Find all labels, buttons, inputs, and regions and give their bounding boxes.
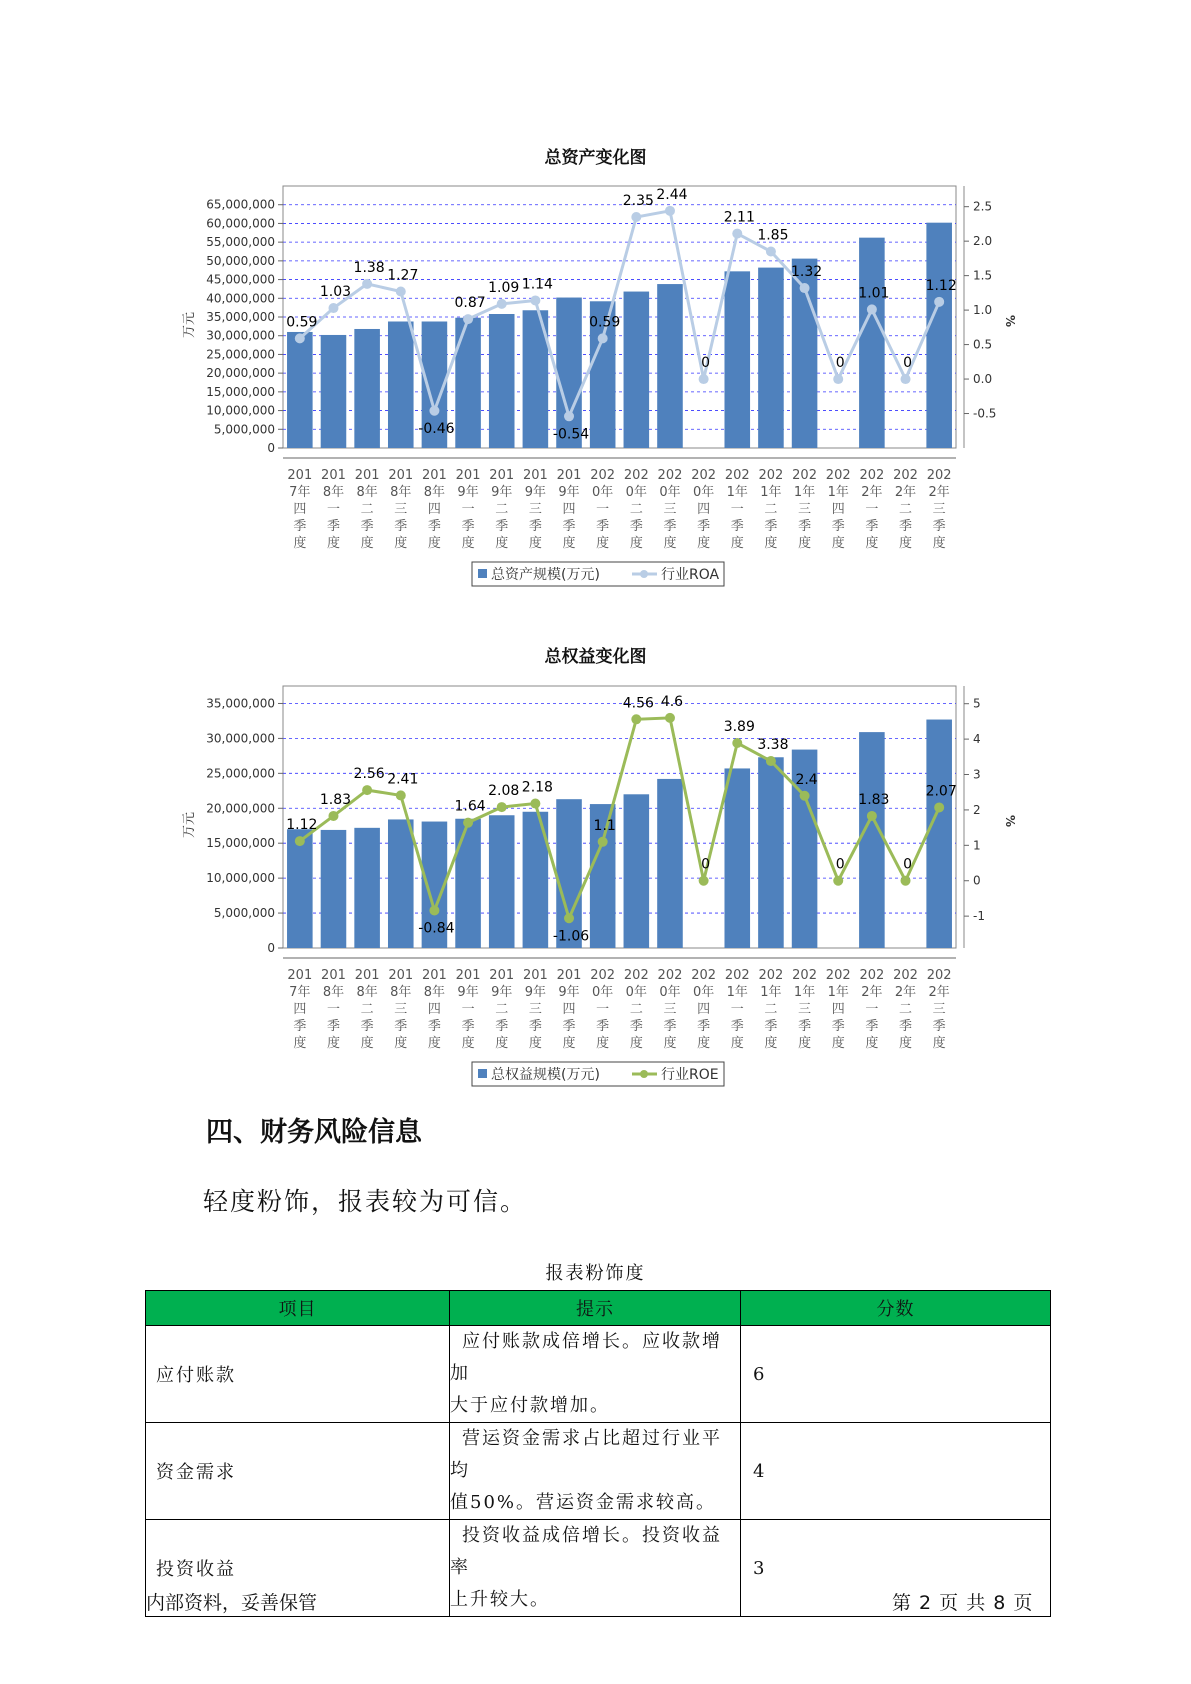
row-hint	[450, 1423, 741, 1520]
y2-tick-label: 2.0	[973, 234, 993, 249]
data-label: 1.09	[488, 279, 520, 296]
data-label: 4.56	[622, 695, 654, 712]
y-tick-label: 45,000,000	[206, 272, 275, 287]
y-tick-label: 40,000,000	[206, 291, 275, 306]
line-point	[497, 802, 507, 812]
data-label: -0.84	[418, 920, 455, 937]
bar	[758, 757, 784, 948]
y2-tick-label: 2	[973, 802, 981, 817]
hint-line: 投资收益成倍增长。投资收益率	[450, 1525, 722, 1578]
x-tick-label: 202 0年三季度	[657, 968, 683, 1051]
line-point	[766, 756, 776, 766]
bar	[489, 314, 515, 448]
line-point	[665, 713, 675, 723]
line-point	[699, 374, 709, 384]
data-label: 1.85	[757, 227, 789, 244]
y-tick-label: 0	[267, 441, 275, 455]
hint-line: 营运资金需求占比超过行业平均	[450, 1428, 722, 1481]
x-tick-label: 201 8年二季度	[354, 968, 380, 1051]
x-tick-label: 202 1年四季度	[825, 468, 851, 551]
x-tick-label: 202 2年一季度	[859, 968, 885, 1051]
row-score: 6	[741, 1326, 1051, 1423]
assets-chart-title: 总资产变化图	[544, 148, 647, 168]
header-hint: 提示	[450, 1291, 741, 1326]
y-tick-label: 0	[267, 941, 275, 955]
data-label: 2.07	[925, 783, 957, 800]
y2-tick-label: 2.5	[973, 199, 993, 214]
x-tick-label: 202 2年二季度	[893, 968, 918, 1051]
data-label: 0	[903, 355, 912, 372]
x-tick-label: 202 1年二季度	[758, 468, 784, 551]
x-tick-label: 201 8年一季度	[321, 968, 346, 1051]
line-point	[800, 791, 810, 801]
bar	[926, 223, 952, 448]
bar	[388, 321, 414, 448]
line-point	[867, 304, 877, 314]
line-point	[429, 905, 439, 915]
line-point	[766, 247, 776, 257]
bar	[556, 799, 582, 948]
legend-line-marker	[640, 1070, 648, 1078]
bar	[489, 815, 515, 948]
bar	[455, 318, 481, 448]
row-item: 应付账款	[146, 1326, 450, 1423]
x-tick-label: 201 9年一季度	[455, 968, 481, 1051]
data-label: 3.38	[757, 737, 789, 754]
data-label: -0.54	[552, 426, 590, 443]
data-label: 1.1	[593, 817, 616, 834]
y2-tick-label: -0.5	[973, 406, 997, 421]
y-tick-label: 35,000,000	[206, 310, 275, 324]
data-label: 2.18	[521, 779, 553, 796]
y-tick-label: 30,000,000	[206, 731, 275, 746]
x-tick-label: 202 0年四季度	[691, 468, 717, 551]
table-row	[146, 1423, 1051, 1520]
x-tick-label: 201 8年一季度	[321, 468, 346, 551]
data-label: 1.01	[858, 285, 890, 302]
line-point	[934, 802, 944, 812]
x-tick-label: 201 9年一季度	[455, 468, 481, 551]
table-caption: 报表粉饰度	[545, 1263, 646, 1284]
bar	[354, 828, 380, 948]
bar	[926, 720, 952, 948]
line-point	[362, 279, 372, 289]
x-tick-label: 201 8年二季度	[354, 468, 380, 551]
x-tick-label: 202 2年二季度	[893, 468, 918, 551]
x-tick-label: 202 1年三季度	[792, 968, 817, 1051]
y-axis-label: 万元	[182, 811, 197, 839]
data-label: 0	[701, 355, 711, 372]
x-tick-label: 202 2年一季度	[859, 468, 885, 551]
y2-tick-label: 1	[973, 838, 981, 853]
line-point	[833, 374, 843, 384]
data-label: 1.38	[353, 259, 385, 276]
line-point	[564, 411, 574, 421]
y-tick-label: 5,000,000	[213, 906, 275, 921]
data-label: 0.59	[589, 314, 621, 331]
data-label: 2.35	[622, 193, 654, 210]
line-point	[530, 295, 540, 305]
x-tick-label: 202 0年二季度	[623, 468, 649, 551]
x-tick-label: 201 7年四季度	[287, 468, 313, 551]
table-row	[146, 1326, 1051, 1423]
legend-bar-swatch	[478, 569, 487, 578]
hint-line: 应付账款成倍增长。应收款增加	[450, 1331, 722, 1384]
y-tick-label: 60,000,000	[206, 216, 275, 231]
line-point	[429, 406, 439, 416]
header-item: 项目	[146, 1291, 450, 1326]
y-tick-label: 10,000,000	[206, 403, 275, 418]
data-label: 4.6	[660, 693, 684, 710]
row-score: 4	[741, 1423, 1051, 1520]
x-tick-label: 202 1年一季度	[724, 468, 750, 551]
data-label: 0.87	[454, 295, 486, 312]
y2-axis-label: %	[1003, 814, 1017, 828]
bar	[859, 732, 885, 948]
data-label: 1.83	[858, 791, 890, 808]
x-tick-label: 201 9年四季度	[556, 468, 582, 551]
row-score: 3	[741, 1520, 1051, 1617]
x-tick-label: 201 9年三季度	[522, 968, 548, 1051]
data-label: 0	[903, 856, 912, 873]
line-point	[934, 297, 944, 307]
y-tick-label: 25,000,000	[206, 766, 275, 781]
line-point	[631, 212, 641, 222]
line-point	[901, 374, 911, 384]
y-tick-label: 65,000,000	[206, 197, 275, 212]
hint-line: 大于应付款增加。	[450, 1395, 610, 1416]
line-point	[631, 714, 641, 724]
x-tick-label: 202 0年四季度	[691, 968, 717, 1051]
line-point	[598, 333, 608, 343]
x-tick-label: 201 8年三季度	[388, 968, 414, 1051]
bar	[321, 335, 347, 448]
data-label: 1.32	[790, 264, 823, 281]
footer-page-number: 第 2 页 共 8 页	[892, 1592, 1034, 1614]
x-tick-label: 201 7年四季度	[287, 968, 313, 1051]
y-tick-label: 10,000,000	[206, 871, 275, 886]
bar	[455, 819, 481, 948]
line-point	[396, 286, 406, 296]
line-point	[699, 876, 709, 886]
x-tick-label: 202 2年三季度	[926, 968, 952, 1051]
x-tick-label: 201 9年四季度	[556, 968, 582, 1051]
line-point	[463, 314, 473, 324]
bar	[388, 819, 414, 948]
y2-tick-label: 0.0	[973, 372, 993, 387]
x-tick-label: 202 1年四季度	[825, 968, 851, 1051]
y-tick-label: 20,000,000	[206, 366, 275, 381]
line-point	[328, 303, 338, 313]
section-heading: 四、财务风险信息	[206, 1117, 422, 1148]
hint-line: 上升较大。	[450, 1589, 550, 1610]
x-tick-label: 202 1年三季度	[792, 468, 817, 551]
line-point	[901, 876, 911, 886]
equity-chart	[0, 670, 1191, 1100]
x-tick-label: 201 9年二季度	[489, 468, 515, 551]
data-label: 1.14	[521, 276, 553, 293]
legend-line-label: 行业ROE	[661, 1067, 719, 1083]
x-tick-label: 202 2年三季度	[926, 468, 952, 551]
data-label: 2.44	[656, 186, 688, 203]
data-label: 2.08	[488, 783, 520, 800]
bar	[624, 292, 650, 448]
bar	[657, 779, 683, 948]
line-point	[362, 785, 372, 795]
equity-chart-title: 总权益变化图	[544, 647, 647, 667]
data-label: -0.46	[418, 420, 455, 437]
data-label: 1.64	[454, 798, 486, 815]
y2-tick-label: 4	[973, 732, 981, 747]
data-label: 1.12	[286, 817, 318, 834]
footer-confidential: 内部资料，妥善保管	[146, 1592, 318, 1614]
data-label: 1.12	[925, 277, 957, 294]
y2-tick-label: -1	[973, 909, 985, 924]
legend-line-label: 行业ROA	[661, 567, 720, 583]
y2-tick-label: 3	[973, 767, 981, 782]
line-point	[732, 229, 742, 239]
y-tick-label: 25,000,000	[206, 347, 275, 362]
header-score: 分数	[741, 1291, 1051, 1326]
table-header-row	[146, 1291, 1051, 1326]
hint-line: 值50%。营运资金需求较高。	[450, 1492, 717, 1513]
y-axis-label: 万元	[182, 311, 197, 339]
y-tick-label: 15,000,000	[206, 836, 275, 851]
line-point	[497, 299, 507, 309]
y2-tick-label: 1.0	[973, 303, 993, 318]
y2-tick-label: 1.5	[973, 268, 993, 283]
bar	[758, 268, 784, 448]
legend-bar-label: 总资产规模(万元)	[491, 567, 600, 583]
bar	[287, 332, 313, 448]
data-label: 1.83	[319, 791, 352, 808]
x-tick-label: 202 0年三季度	[657, 468, 683, 551]
bar	[287, 829, 313, 948]
y-tick-label: 55,000,000	[206, 235, 275, 250]
line-point	[800, 283, 810, 293]
bar	[859, 238, 885, 448]
row-hint	[450, 1520, 741, 1617]
x-tick-label: 202 0年一季度	[590, 468, 616, 551]
line-point	[530, 799, 540, 809]
plot-area	[283, 686, 956, 948]
y-tick-label: 30,000,000	[206, 328, 275, 343]
bar	[354, 329, 380, 448]
bar	[657, 284, 683, 448]
x-tick-label: 201 9年三季度	[522, 468, 548, 551]
y2-axis-label: %	[1003, 314, 1017, 328]
y2-tick-label: 0.5	[973, 337, 993, 352]
row-item: 资金需求	[146, 1423, 450, 1520]
line-point	[396, 790, 406, 800]
line-point	[295, 333, 305, 343]
data-label: 0	[835, 355, 845, 372]
line-point	[295, 836, 305, 846]
bar	[724, 271, 750, 448]
bar	[624, 794, 650, 948]
bar	[724, 768, 750, 948]
line-point	[598, 837, 608, 847]
line-point	[328, 811, 338, 821]
x-tick-label: 201 9年二季度	[489, 968, 515, 1051]
line-point	[732, 738, 742, 748]
x-tick-label: 201 8年四季度	[422, 968, 447, 1051]
y-tick-label: 20,000,000	[206, 801, 275, 816]
legend-bar-swatch	[478, 1069, 487, 1078]
risk-summary: 轻度粉饰，报表较为可信。	[203, 1187, 528, 1216]
data-label: 1.03	[319, 284, 352, 301]
line-point	[564, 913, 574, 923]
x-tick-label: 202 0年一季度	[590, 968, 616, 1051]
x-tick-label: 202 1年二季度	[758, 968, 784, 1051]
y-tick-label: 5,000,000	[213, 422, 275, 437]
data-label: 2.11	[723, 209, 755, 226]
legend-bar-label: 总权益规模(万元)	[491, 1067, 600, 1083]
line-point	[463, 818, 473, 828]
data-label: 2.56	[353, 766, 385, 783]
bar	[321, 830, 347, 948]
data-label: -1.06	[552, 928, 590, 945]
x-tick-label: 201 8年四季度	[422, 468, 447, 551]
line-point	[867, 811, 877, 821]
data-label: 2.4	[795, 771, 818, 788]
x-tick-label: 202 0年二季度	[623, 968, 649, 1051]
y2-tick-label: 5	[973, 696, 981, 711]
y-tick-label: 15,000,000	[206, 384, 275, 399]
data-label: 1.27	[387, 267, 419, 284]
assets-chart	[0, 170, 1191, 600]
line-point	[665, 206, 675, 216]
line-point	[833, 876, 843, 886]
y2-tick-label: 0	[973, 873, 981, 888]
data-label: 2.41	[387, 771, 419, 788]
data-label: 3.89	[723, 719, 755, 736]
x-tick-label: 202 1年一季度	[724, 968, 750, 1051]
y-tick-label: 50,000,000	[206, 253, 275, 268]
x-tick-label: 201 8年三季度	[388, 468, 414, 551]
y-tick-label: 35,000,000	[206, 696, 275, 711]
data-label: 0.59	[286, 314, 318, 331]
row-hint	[450, 1326, 741, 1423]
row-item: 投资收益	[146, 1520, 450, 1617]
risk-table	[145, 1290, 1051, 1617]
data-label: 0	[701, 856, 711, 873]
legend-line-marker	[640, 570, 648, 578]
data-label: 0	[835, 856, 845, 873]
